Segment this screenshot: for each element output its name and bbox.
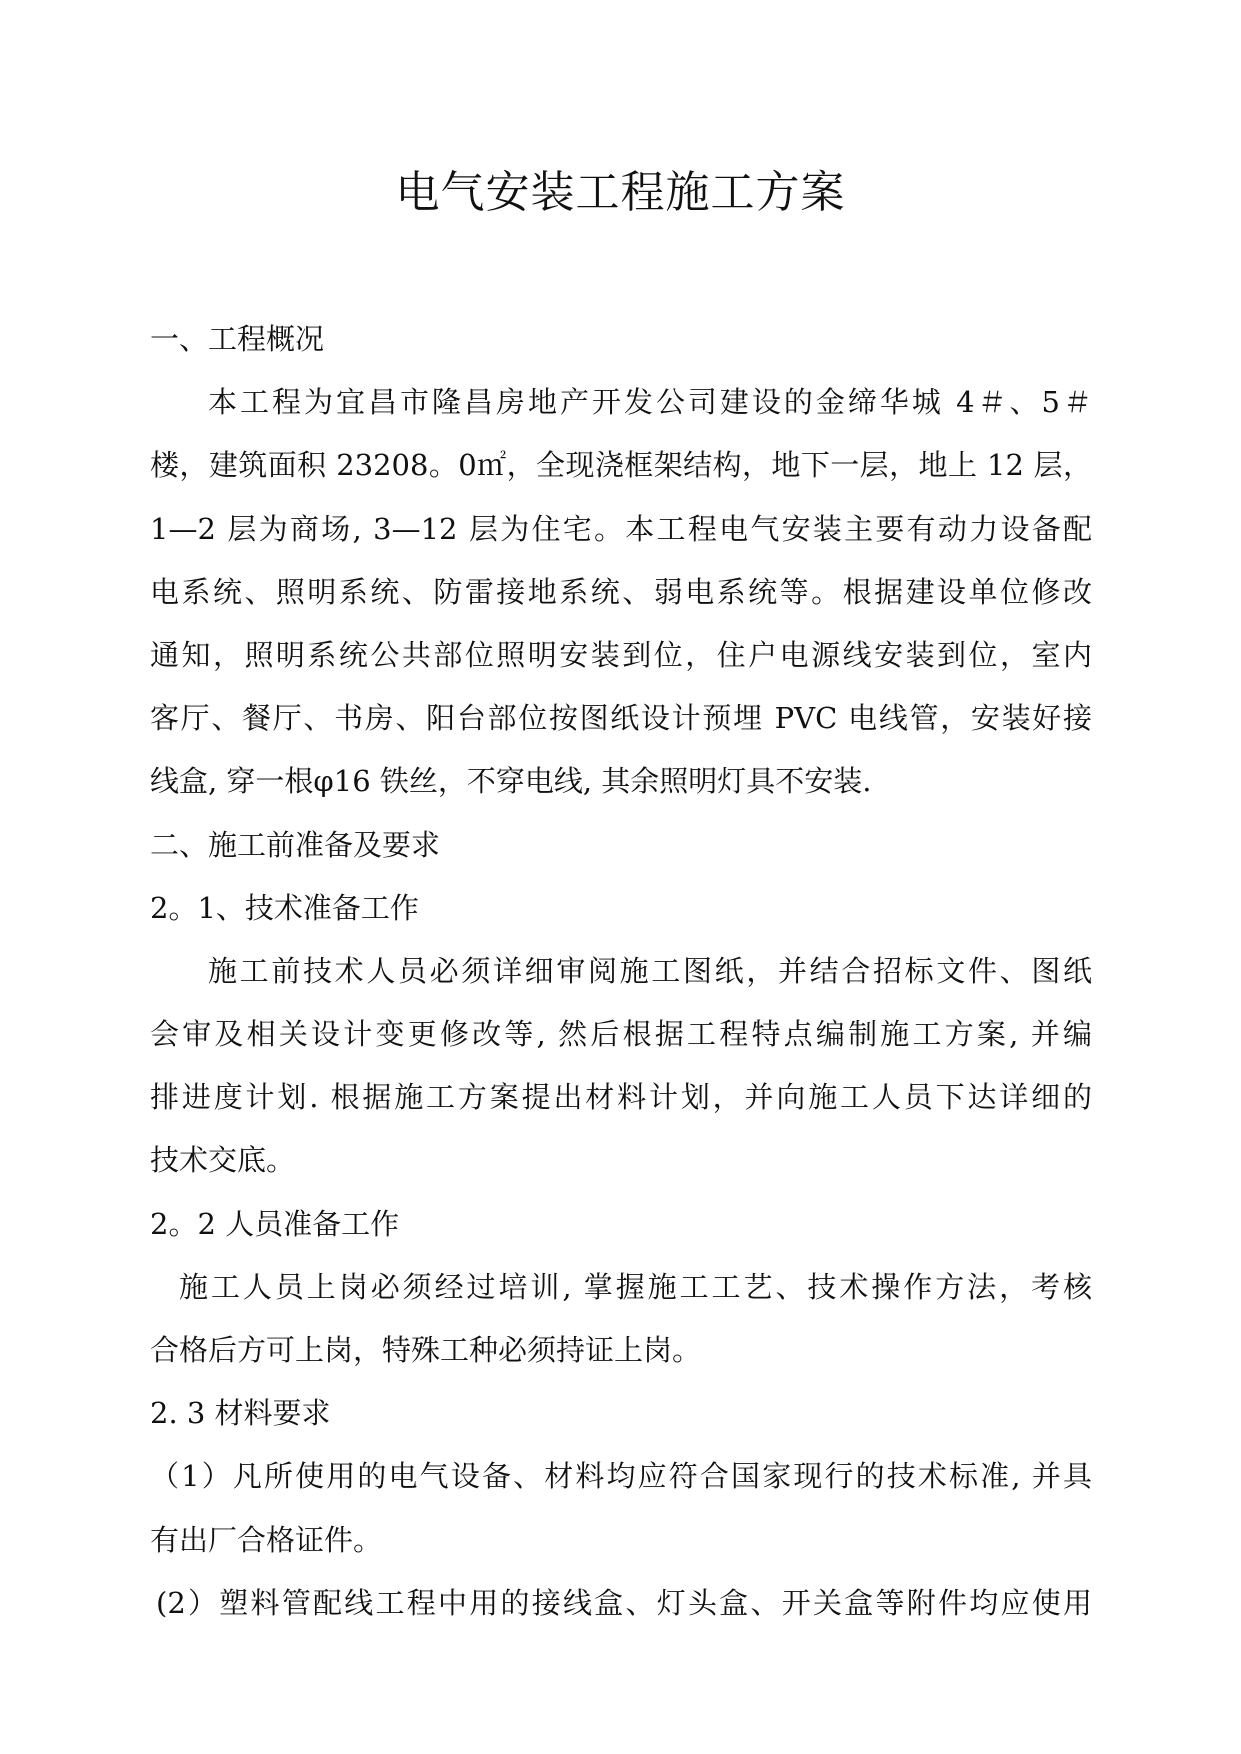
subsection-heading: 2. 3 材料要求 bbox=[150, 1396, 331, 1431]
document-title: 电气安装工程施工方案 bbox=[395, 167, 846, 218]
subsection-heading: 2。1、技术准备工作 bbox=[150, 890, 419, 925]
paragraph-line: 客厅、餐厅、书房、阳台部位按图纸设计预埋 PVC 电线管，安装好接 bbox=[150, 701, 1092, 736]
paragraph-line: 合格后方可上岗，特殊工种必须持证上岗。 bbox=[150, 1333, 702, 1367]
paragraph-line: 技术交底。 bbox=[150, 1143, 296, 1178]
subsection-heading: 2。2 人员准备工作 bbox=[150, 1206, 400, 1241]
paragraph-line: 通知，照明系统公共部位照明安装到位，住户电源线安装到位，室内 bbox=[150, 637, 1092, 672]
paragraph-line: 线盒, 穿一根φ16 铁丝，不穿电线, 其余照明灯具不安装. bbox=[150, 764, 872, 799]
list-item-line: (2）塑料管配线工程中用的接线盒、灯头盒、开关盒等附件均应使用 bbox=[156, 1585, 1092, 1620]
paragraph-line: 1—2 层为商场, 3—12 层为住宅。本工程电气安装主要有动力设备配 bbox=[150, 511, 1092, 546]
paragraph-line: 电系统、照明系统、防雷接地系统、弱电系统等。根据建设单位修改 bbox=[150, 574, 1092, 609]
paragraph-line: 施工人员上岗必须经过培训, 掌握施工工艺、技术操作方法，考核 bbox=[179, 1269, 1092, 1304]
section-heading-overview: 一、工程概况 bbox=[150, 322, 325, 356]
document-body bbox=[150, 308, 1092, 1635]
list-item-line: （1）凡所使用的电气设备、材料均应符合国家现行的技术标准, 并具 bbox=[150, 1459, 1092, 1494]
paragraph-line: 本工程为宜昌市隆昌房地产开发公司建设的金缔华城 4＃、5＃ bbox=[208, 385, 1092, 420]
paragraph-line: 楼，建筑面积 23208。0㎡，全现浇框架结构，地下一层，地上 12 层， bbox=[150, 448, 1092, 483]
paragraph-line: 施工前技术人员必须详细审阅施工图纸，并结合招标文件、图纸 bbox=[208, 953, 1092, 988]
section-heading-preparation: 二、施工前准备及要求 bbox=[150, 827, 441, 862]
list-item-line: 有出厂合格证件。 bbox=[150, 1522, 383, 1557]
paragraph-line: 排进度计划. 根据施工方案提出材料计划，并向施工人员下达详细的 bbox=[150, 1080, 1092, 1115]
paragraph-line: 会审及相关设计变更修改等, 然后根据工程特点编制施工方案, 并编 bbox=[150, 1017, 1092, 1052]
